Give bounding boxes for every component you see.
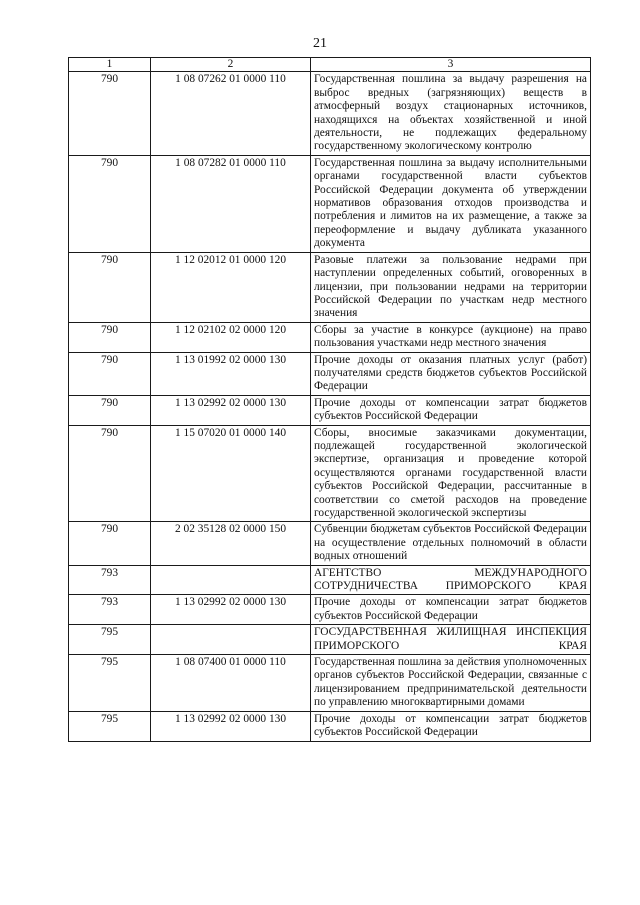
- budget-code-cell: 1 13 02992 02 0000 130: [151, 395, 311, 425]
- admin-code-cell: 790: [69, 425, 151, 522]
- table-row: [69, 655, 591, 712]
- agency-name-cell: ГОСУДАРСТВЕННАЯ ЖИЛИЩНАЯ ИНСПЕКЦИЯ ПРИМОРСКОГО КРАЯ: [311, 625, 591, 655]
- budget-code-cell: 1 13 02992 02 0000 130: [151, 711, 311, 741]
- revenue-name-cell: Прочие доходы от оказания платных услуг (работ) получателями средств бюджетов субъектов Российской Федерации: [311, 352, 591, 395]
- revenue-name-cell: Сборы, вносимые заказчиками документации, подлежащей государственной экологической экспертизе, организация и проведение которой осуществляются органами государственной власти субъектов Российской Федерации, рассчитанные в соответствии со сметой расходов на проведение государственной экологической экспертизы: [311, 425, 591, 522]
- admin-code-cell: 795: [69, 625, 151, 655]
- revenue-name-cell: Сборы за участие в конкурсе (аукционе) на право пользования участками недр местного значения: [311, 322, 591, 352]
- budget-code-cell: 1 15 07020 01 0000 140: [151, 425, 311, 522]
- revenue-name-cell: Субвенции бюджетам субъектов Российской Федерации на осуществление отдельных полномочий в области водных отношений: [311, 522, 591, 565]
- admin-code-cell: 795: [69, 711, 151, 741]
- revenue-name-cell: Государственная пошлина за выдачу разрешения на выброс вредных (загрязняющих) веществ в атмосферный воздух стационарных источников, находящихся на объектах хозяйственной и иной деятельности, не подлежащих федеральному государственному экологическому контролю: [311, 72, 591, 155]
- budget-code-cell: [151, 625, 311, 655]
- admin-code-cell: 790: [69, 322, 151, 352]
- table-row: [69, 395, 591, 425]
- agency-name-cell: АГЕНТСТВО МЕЖДУНАРОДНОГО СОТРУДНИЧЕСТВА ПРИМОРСКОГО КРАЯ: [311, 565, 591, 595]
- revenue-name-cell: Прочие доходы от компенсации затрат бюджетов субъектов Российской Федерации: [311, 595, 591, 625]
- budget-code-cell: 2 02 35128 02 0000 150: [151, 522, 311, 565]
- revenue-table: [68, 57, 591, 742]
- admin-code-cell: 790: [69, 352, 151, 395]
- revenue-name-cell: Государственная пошлина за выдачу исполнительными органами государственной власти субъектов Российской Федерации документа об утверждении нормативов образования отходов производства и потребления и лимитов на их размещение, а также за переоформление и выдачу дубликата указанного документа: [311, 155, 591, 252]
- column-header-2: 2: [151, 58, 311, 72]
- table-row: [69, 352, 591, 395]
- budget-code-cell: 1 13 01992 02 0000 130: [151, 352, 311, 395]
- table-row-agency-heading: [69, 565, 591, 595]
- table-header-row: [69, 58, 591, 72]
- admin-code-cell: 790: [69, 252, 151, 322]
- admin-code-cell: 795: [69, 655, 151, 712]
- budget-code-cell: 1 08 07262 01 0000 110: [151, 72, 311, 155]
- table-row: [69, 522, 591, 565]
- column-header-3: 3: [311, 58, 591, 72]
- admin-code-cell: 790: [69, 395, 151, 425]
- revenue-name-cell: Прочие доходы от компенсации затрат бюджетов субъектов Российской Федерации: [311, 711, 591, 741]
- budget-code-cell: 1 08 07282 01 0000 110: [151, 155, 311, 252]
- table-row: [69, 711, 591, 741]
- admin-code-cell: 790: [69, 522, 151, 565]
- admin-code-cell: 790: [69, 72, 151, 155]
- table-row: [69, 155, 591, 252]
- budget-code-cell: 1 08 07400 01 0000 110: [151, 655, 311, 712]
- table-row: [69, 252, 591, 322]
- budget-code-cell: 1 12 02012 01 0000 120: [151, 252, 311, 322]
- admin-code-cell: 790: [69, 155, 151, 252]
- table-row: [69, 595, 591, 625]
- page-number: 21: [313, 36, 327, 51]
- admin-code-cell: 793: [69, 565, 151, 595]
- admin-code-cell: 793: [69, 595, 151, 625]
- column-header-1: 1: [69, 58, 151, 72]
- table-row: [69, 322, 591, 352]
- budget-code-cell: 1 13 02992 02 0000 130: [151, 595, 311, 625]
- budget-code-cell: [151, 565, 311, 595]
- budget-code-cell: 1 12 02102 02 0000 120: [151, 322, 311, 352]
- revenue-name-cell: Прочие доходы от компенсации затрат бюджетов субъектов Российской Федерации: [311, 395, 591, 425]
- table-row-agency-heading: [69, 625, 591, 655]
- revenue-name-cell: Разовые платежи за пользование недрами при наступлении определенных событий, оговоренных в лицензии, при пользовании недрами на территории Российской Федерации по участкам недр местного значения: [311, 252, 591, 322]
- table-row: [69, 425, 591, 522]
- table-row: [69, 72, 591, 155]
- revenue-name-cell: Государственная пошлина за действия уполномоченных органов субъектов Российской Федерации, связанные с лицензированием предпринимательской деятельности по управлению многоквартирными домами: [311, 655, 591, 712]
